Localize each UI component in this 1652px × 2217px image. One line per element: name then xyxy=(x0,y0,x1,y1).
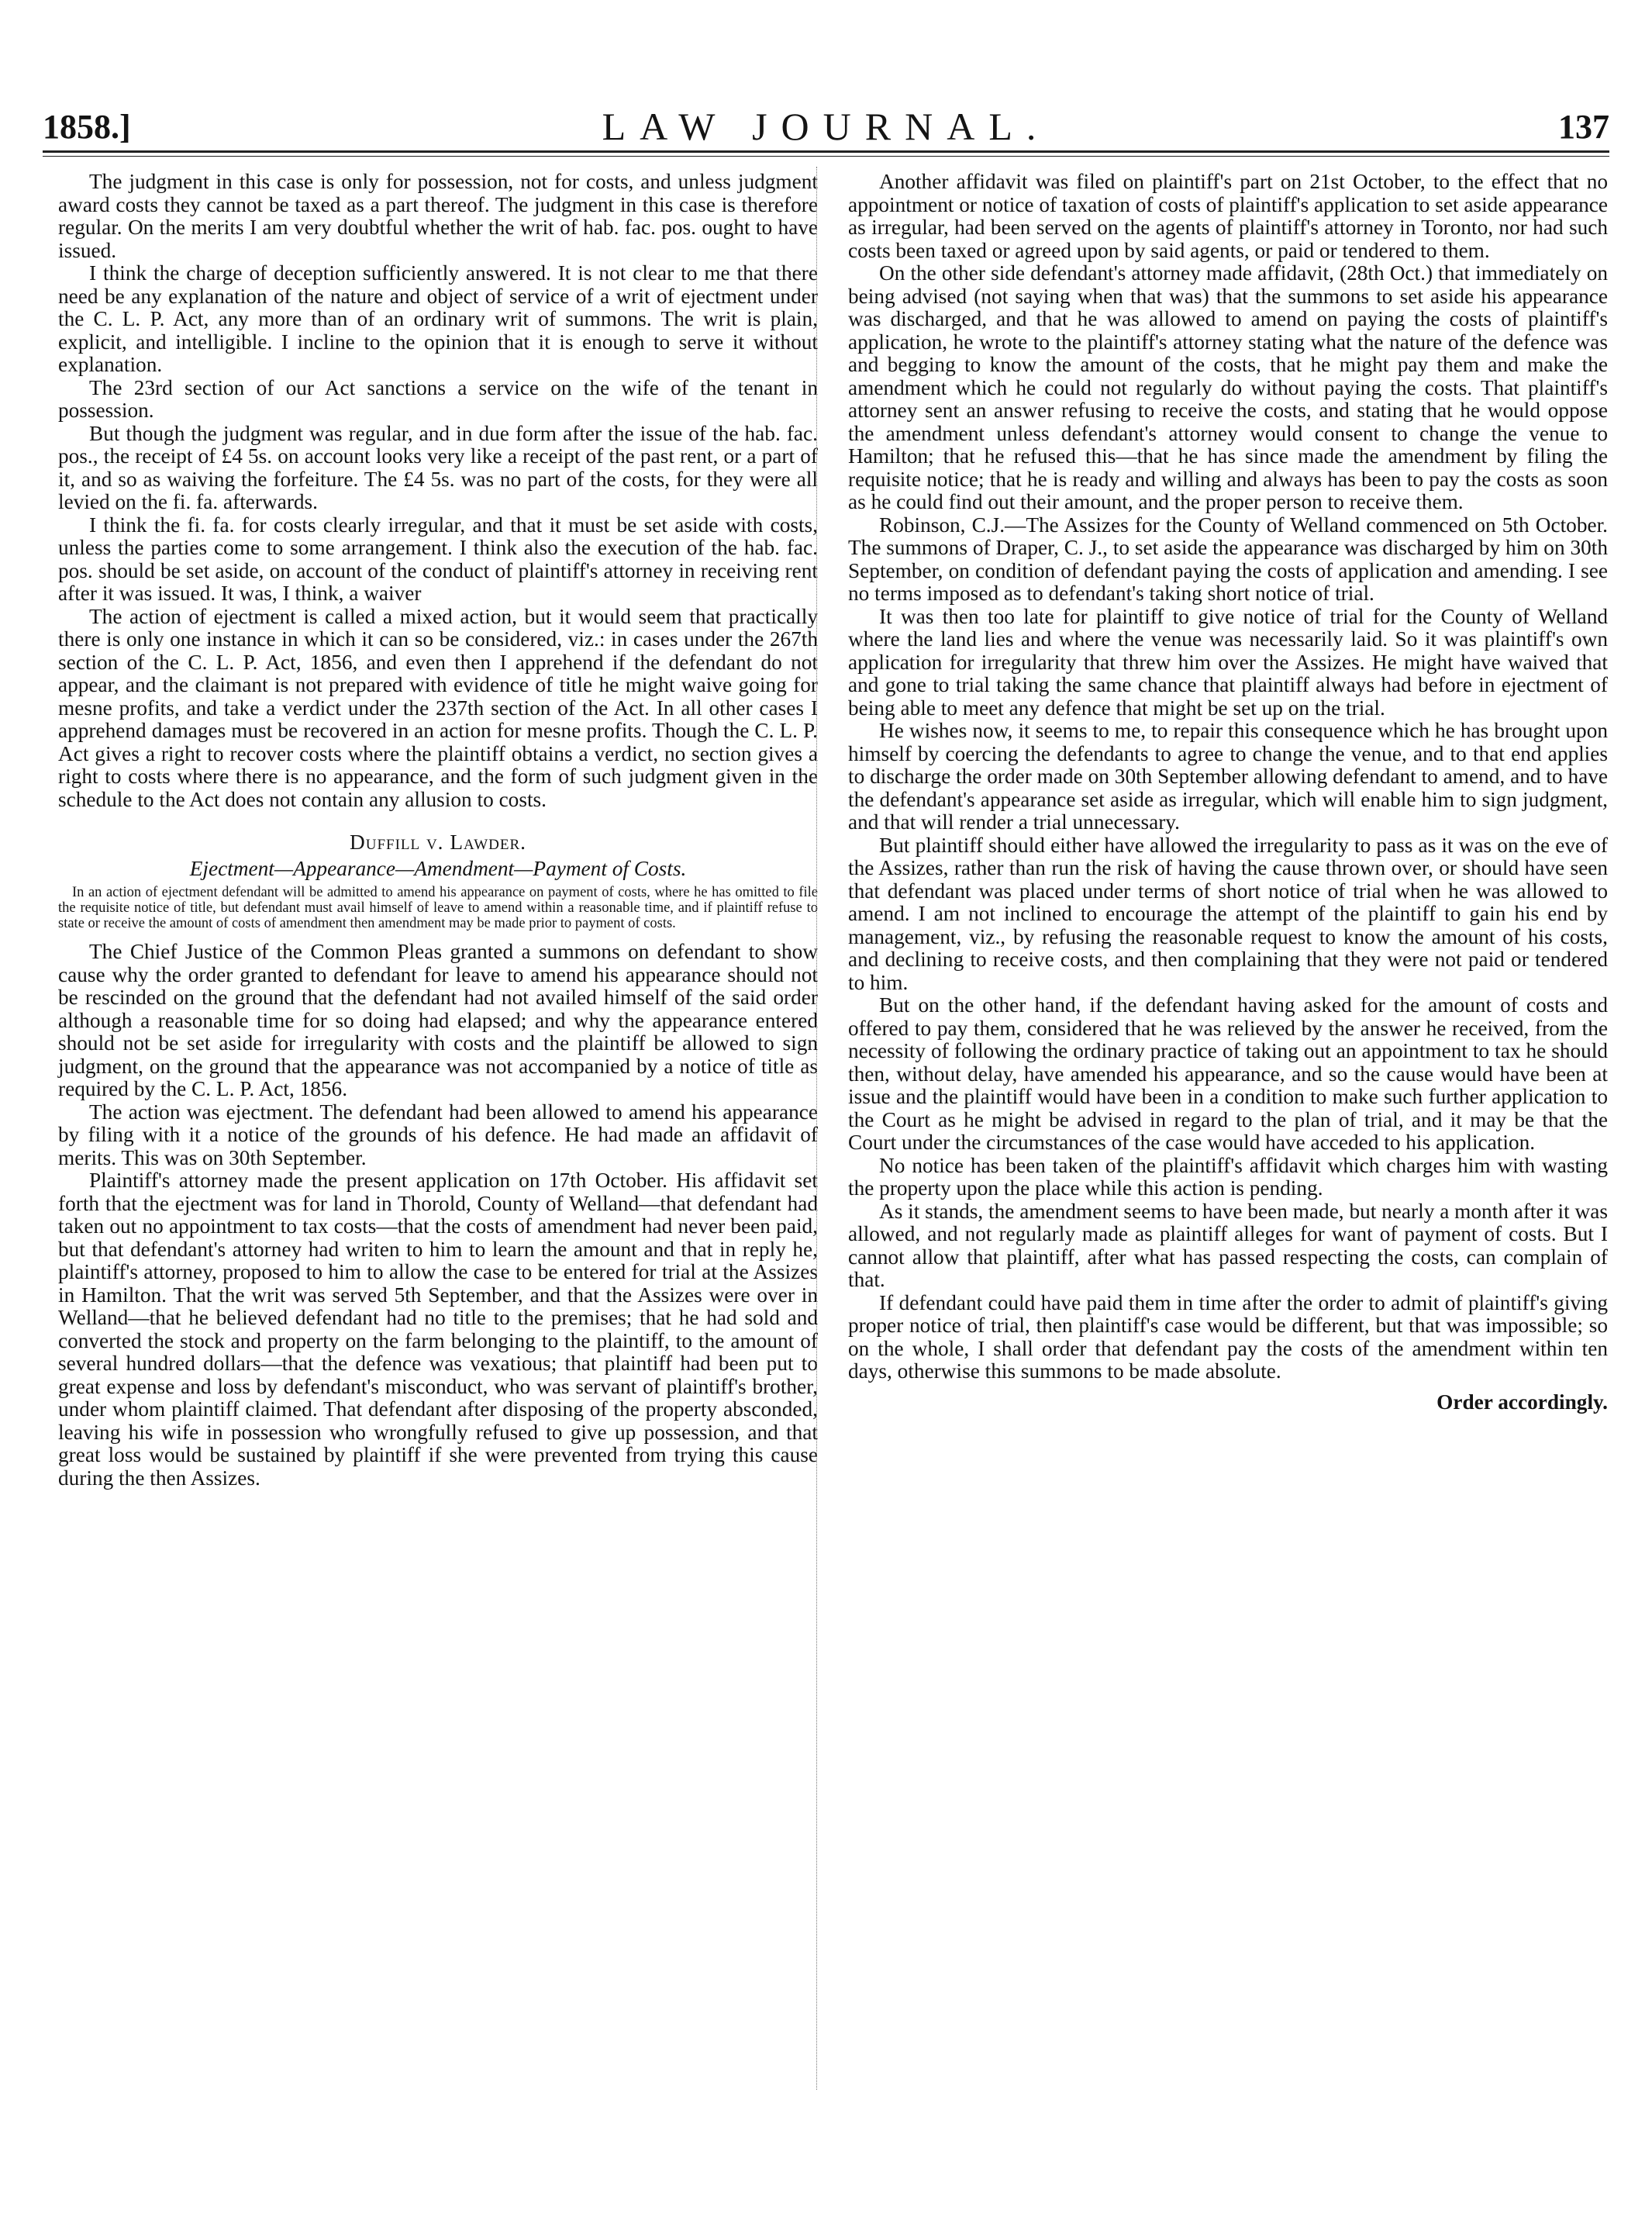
paragraph: On the other side defendant's attorney made affidavit, (28th Oct.) that immediately on being advised (not saying when that was) that the summons to set aside his appearance was discharged, and that he was allowed to amend on paying the costs of plaintiff's application, he wrote to the plaintiff's attorney stating what the nature of the defence was and begging to know the amount of the costs, that he might pay them and make the amendment which he could not regularly do without paying the costs. That plaintiff's attorney sent an answer refusing to receive the costs, and stating that he would oppose the amendment unless defendant's attorney would consent to change the venue to Hamilton; that he refused this—that he has since made the amendment by filing the requisite notice; that he is ready and willing and always has been to pay the costs as soon as he could find out their amount, and the proper person to receive them. xyxy=(848,261,1608,513)
paragraph: But though the judgment was regular, and in due form after the issue of the hab. fac. pos., the receipt of £4 5s. on account looks very like a receipt of the past rent, or a part of it, and so as waiving the forfeiture. The £4 5s. was no part of the costs, for they were all levied on the fi. fa. afterwards. xyxy=(58,421,818,513)
journal-title: LAW JOURNAL. xyxy=(602,105,1050,148)
header-year: 1858.] xyxy=(43,108,131,146)
page-header xyxy=(43,101,1609,147)
left-column xyxy=(58,171,818,1490)
paragraph: No notice has been taken of the plaintiff's affidavit which charges him with wasting the property upon the place while this action is pending. xyxy=(848,1153,1608,1200)
paragraph: He wishes now, it seems to me, to repair this consequence which he has brought upon himself by coercing the defendants to agree to change the venue, and to that end applies to discharge the order made on 30th September allowing defendant to amend, and to have the defendant's appearance set aside as irregular, which will enable him to sign judgment, and that will render a trial unnecessary. xyxy=(848,719,1608,834)
paragraph: As it stands, the amendment seems to have been made, but nearly a month after it was allowed, and not regularly made as plaintiff alleges for want of payment of costs. But I cannot allow that plaintiff, after what has passed respecting the costs, can complain of that. xyxy=(848,1199,1608,1291)
closing-order: Order accordingly. xyxy=(1436,1390,1608,1414)
paragraph: I think the charge of deception sufficiently answered. It is not clear to me that there need be any explanation of the nature and object of service of a writ of ejectment under the C. L. P. Act, any more than of an ordinary writ of summons. The writ is plain, explicit, and intelligible. I incline to the opinion that it is enough to serve it without explanation. xyxy=(58,261,818,376)
paragraph: Robinson, C.J.—The Assizes for the County of Welland commenced on 5th October. The summons of Draper, C. J., to set aside the appearance was discharged by him on 30th September, on condition of defendant paying the costs of application and amending. I see no terms imposed as to defendant's taking short notice of trial. xyxy=(848,513,1608,605)
header-rule-thick xyxy=(43,150,1609,153)
paragraph: Another affidavit was filed on plaintiff's part on 21st October, to the effect that no appointment or notice of taxation of costs of plaintiff's application to set aside appearance as irregular, had been served on the agents of plaintiff's attorney in Toronto, nor had such costs been taxed or agreed upon by said agents, or paid or tendered to them. xyxy=(848,170,1608,262)
case-title: Duffill v. Lawder. xyxy=(350,831,526,854)
column-divider xyxy=(816,167,817,2090)
case-subtitle: Ejectment—Appearance—Amendment—Payment of Costs. xyxy=(189,856,687,880)
paragraph: The action of ejectment is called a mixed action, but it would seem that practically there is only one instance in which it can so be considered, viz.: in cases under the 267th section of the C. L. P. Act, 1856, and even then I apprehend if the defendant do not appear, and the claimant is not prepared with evidence of title he might waive going for mesne profits, and take a verdict under the 237th section of the Act. In all other cases I apprehend damages must be recovered in an action for mesne profits. Though the C. L. P. Act gives a right to recover costs where the plaintiff obtains a verdict, no section gives a right to costs where there is no appearance, and the form of such judgment given in the schedule to the Act does not contain any allusion to costs. xyxy=(58,604,818,811)
headnote: In an action of ejectment defendant will be admitted to amend his appearance on payment of costs, where he has omitted to file the requisite notice of title, but defendant must avail himself of leave to amend within a reasonable time, and if plaintiff refuse to state or receive the amount of costs of amendment then amendment may be made prior to payment of costs. xyxy=(58,885,818,931)
paragraph: The action was ejectment. The defendant had been allowed to amend his appearance by filing with it a notice of the grounds of his defence. He had made an affidavit of merits. This was on 30th September. xyxy=(58,1100,818,1169)
paragraph: But plaintiff should either have allowed the irregularity to pass as it was on the eve of the Assizes, rather than run the risk of having the cause thrown over, or should have seen that defendant was placed under terms of short notice of trial when he was allowed to amend. I am not inclined to encourage the attempt of the plaintiff to gain his end by management, viz., by refusing the reasonable request to know the amount of his costs, and declining to receive costs, and then complaining that they were not paid or tendered to him. xyxy=(848,833,1608,994)
right-column xyxy=(848,171,1608,1414)
page-number: 137 xyxy=(1558,108,1609,146)
paragraph: If defendant could have paid them in time after the order to admit of plaintiff's giving proper notice of trial, then plaintiff's case would be different, but that was impossible; so on the whole, I shall order that defendant pay the costs of the amendment within ten days, otherwise this summons to be made absolute. xyxy=(848,1290,1608,1383)
paragraph: The judgment in this case is only for possession, not for costs, and unless judgment award costs they cannot be taxed as a part thereof. The judgment in this case is therefore regular. On the merits I am very doubtful whether the writ of hab. fac. pos. ought to have issued. xyxy=(58,170,818,262)
paragraph: I think the fi. fa. for costs clearly irregular, and that it must be set aside with costs, unless the parties come to some arrangement. I think also the execution of the hab. fac. pos. should be set aside, on account of the conduct of plaintiff's attorney in receiving rent after it was issued. It was, I think, a waiver xyxy=(58,513,818,605)
header-rule-thin xyxy=(43,156,1609,157)
paragraph: But on the other hand, if the defendant having asked for the amount of costs and offered to pay them, considered that he was relieved by the answer he received, from the necessity of following the ordinary practice of taking out an appointment to tax he should then, without delay, have amended his appearance, and so the cause would have been at issue and the plaintiff would have been in a condition to make such further application to the Court as he might be advised in regard to the plan of trial, and it may be that the Court under the circumstances of the case would have acceded to his application. xyxy=(848,993,1608,1154)
paragraph: It was then too late for plaintiff to give notice of trial for the County of Welland where the land lies and where the venue was necessarily laid. So it was plaintiff's own application for irregularity that threw him over the Assizes. He might have waived that and gone to trial taking the same chance that plaintiff always had before in ejectment of being able to meet any defence that might be set up on the trial. xyxy=(848,604,1608,720)
paragraph: Plaintiff's attorney made the present application on 17th October. His affidavit set forth that the ejectment was for land in Thorold, County of Welland—that defendant had taken out no appointment to tax costs—that the costs of amendment had never been paid, but that defendant's attorney had writen to him to learn the amount and that in reply he, plaintiff's attorney, proposed to him to allow the case to be entered for trial at the Assizes in Hamilton. That the writ was served 5th September, and that the Assizes were over in Welland—that he believed defendant had no title to the premises; that he had sold and converted the stock and property on the farm belonging to the plaintiff, to the amount of several hundred dollars—that the defence was vexatious; that plaintiff had been put to great expense and loss by defendant's misconduct, who was servant of plaintiff's brother, under whom plaintiff claimed. That defendant after disposing of the property absconded, leaving his wife in possession who wrongfully refused to give up possession, and that great loss would be sustained by plaintiff if she were prevented from trying this cause during the then Assizes. xyxy=(58,1169,818,1490)
paragraph: The 23rd section of our Act sanctions a service on the wife of the tenant in possession. xyxy=(58,375,818,422)
paragraph: The Chief Justice of the Common Pleas granted a summons on defendant to show cause why the order granted to defendant for leave to amend his appearance should not be rescinded on the ground that the defendant had not availed himself of the said order although a reasonable time for so doing had elapsed; and why the appearance entered should not be set aside for irregularity with costs and the plaintiff be allowed to sign judgment, on the ground that the appearance was not accompanied by a notice of title as required by the C. L. P. Act, 1856. xyxy=(58,940,818,1100)
